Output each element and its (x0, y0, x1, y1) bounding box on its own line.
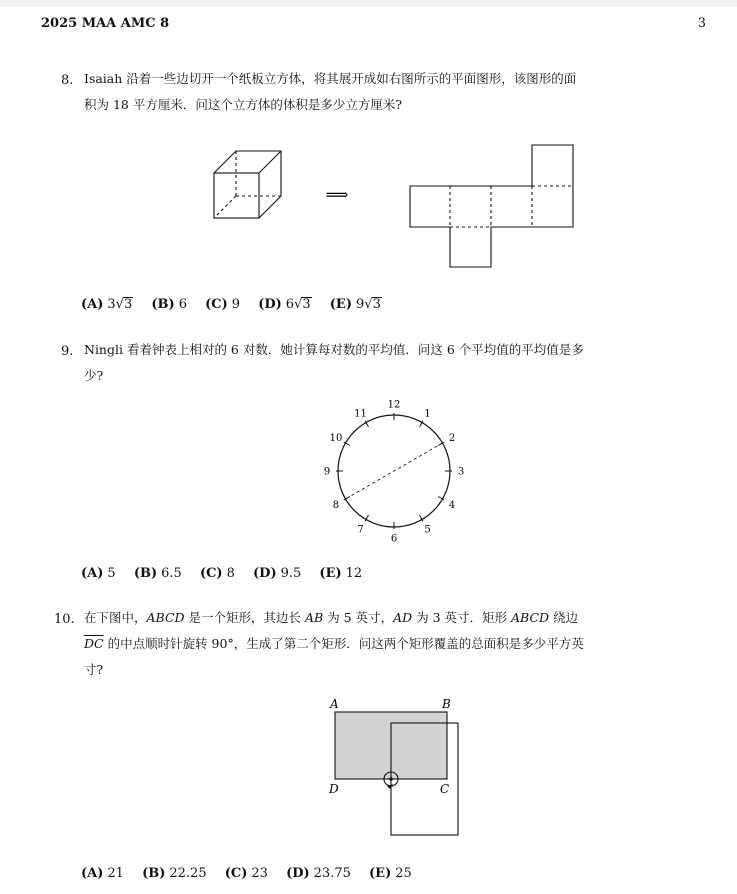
q8-choice-b: (B) 6 (151, 297, 187, 312)
clock-number: 1 (424, 408, 431, 420)
q10-line1: 在下图中，ABCD 是一个矩形，其边长 AB 为 5 英寸，AD 为 3 英寸．矩形 ABCD 绕边 (84, 610, 579, 625)
clock-number: 9 (323, 466, 331, 478)
clock-number: 5 (424, 524, 431, 536)
q8-line1: Isaiah 沿着一些边切开一个纸板立方体，将其展开成如右图所示的平面图形，该图形的面 (84, 71, 577, 86)
top-bar (0, 0, 737, 7)
q10-line3: 寸? (84, 662, 104, 677)
clock-number: 11 (354, 408, 367, 420)
clock-number: 7 (357, 524, 364, 536)
q8-figure (205, 140, 585, 275)
diameter-2-to-8 (346, 443, 443, 499)
q10-number: 10. (54, 612, 75, 627)
q9-choice-c: (C) 8 (199, 566, 235, 581)
q10-choice-e: (E) 25 (369, 866, 412, 881)
clock-number: 4 (448, 500, 456, 511)
q10-choice-a: (A) 21 (81, 866, 124, 881)
clock-number: 10 (329, 433, 343, 444)
page-number: 3 (697, 16, 706, 31)
label-a: A (330, 697, 339, 711)
implies-arrow: ⟹ (325, 185, 349, 204)
clock-number: 2 (448, 433, 456, 444)
q8-choice-e: (E) 9√3 (329, 297, 381, 312)
q9-clock-figure (310, 395, 480, 545)
q10-line2: $\overline{DC}$ 的中点顺时针旋转 90°，生成了第二个矩形．问这两个矩形覆盖的总面积是多少平方英 (84, 636, 584, 651)
clock-number: 6 (390, 533, 398, 545)
clock-number: 8 (332, 500, 340, 511)
q8-text (84, 66, 576, 118)
q9-text (84, 337, 584, 389)
label-c: C (440, 782, 450, 796)
q9-line2: 少? (84, 368, 104, 383)
q9-number: 9. (61, 344, 74, 359)
cube-net (410, 145, 573, 267)
q9-choice-b: (B) 6.5 (133, 566, 182, 581)
rotation-center (389, 777, 393, 781)
label-b: B (442, 697, 451, 711)
q10-answer-choices (81, 866, 426, 881)
q10-choice-b: (B) 22.25 (142, 866, 207, 881)
label-d: D (329, 782, 339, 796)
q9-choice-a: (A) 5 (81, 566, 116, 581)
q10-choice-c: (C) 23 (224, 866, 268, 881)
q8-number: 8. (61, 73, 74, 88)
q9-choice-d: (D) 9.5 (253, 566, 302, 581)
q8-line2: 积为 18 平方厘米．问这个立方体的体积是多少立方厘米? (84, 97, 403, 112)
clock-number: 3 (457, 466, 465, 478)
q10-choice-d: (D) 23.75 (286, 866, 351, 881)
q8-choice-a: (A) 3√3 (81, 297, 133, 312)
q9-choice-e: (E) 12 (319, 566, 363, 581)
q10-text (84, 605, 584, 683)
q8-answer-choices (81, 297, 396, 312)
cube-drawing (214, 151, 281, 218)
q9-answer-choices (81, 566, 376, 581)
q8-choice-d: (D) 6√3 (258, 297, 311, 312)
q8-choice-c: (C) 9 (205, 297, 241, 312)
exam-title: 2025 MAA AMC 8 (41, 16, 170, 31)
clock-number: 12 (387, 399, 401, 411)
q9-line1: Ningli 看着钟表上相对的 6 对数．她计算每对数的平均值．问这 6 个平均值的平均值是多 (84, 342, 584, 357)
q10-rectangles-figure (320, 693, 470, 843)
